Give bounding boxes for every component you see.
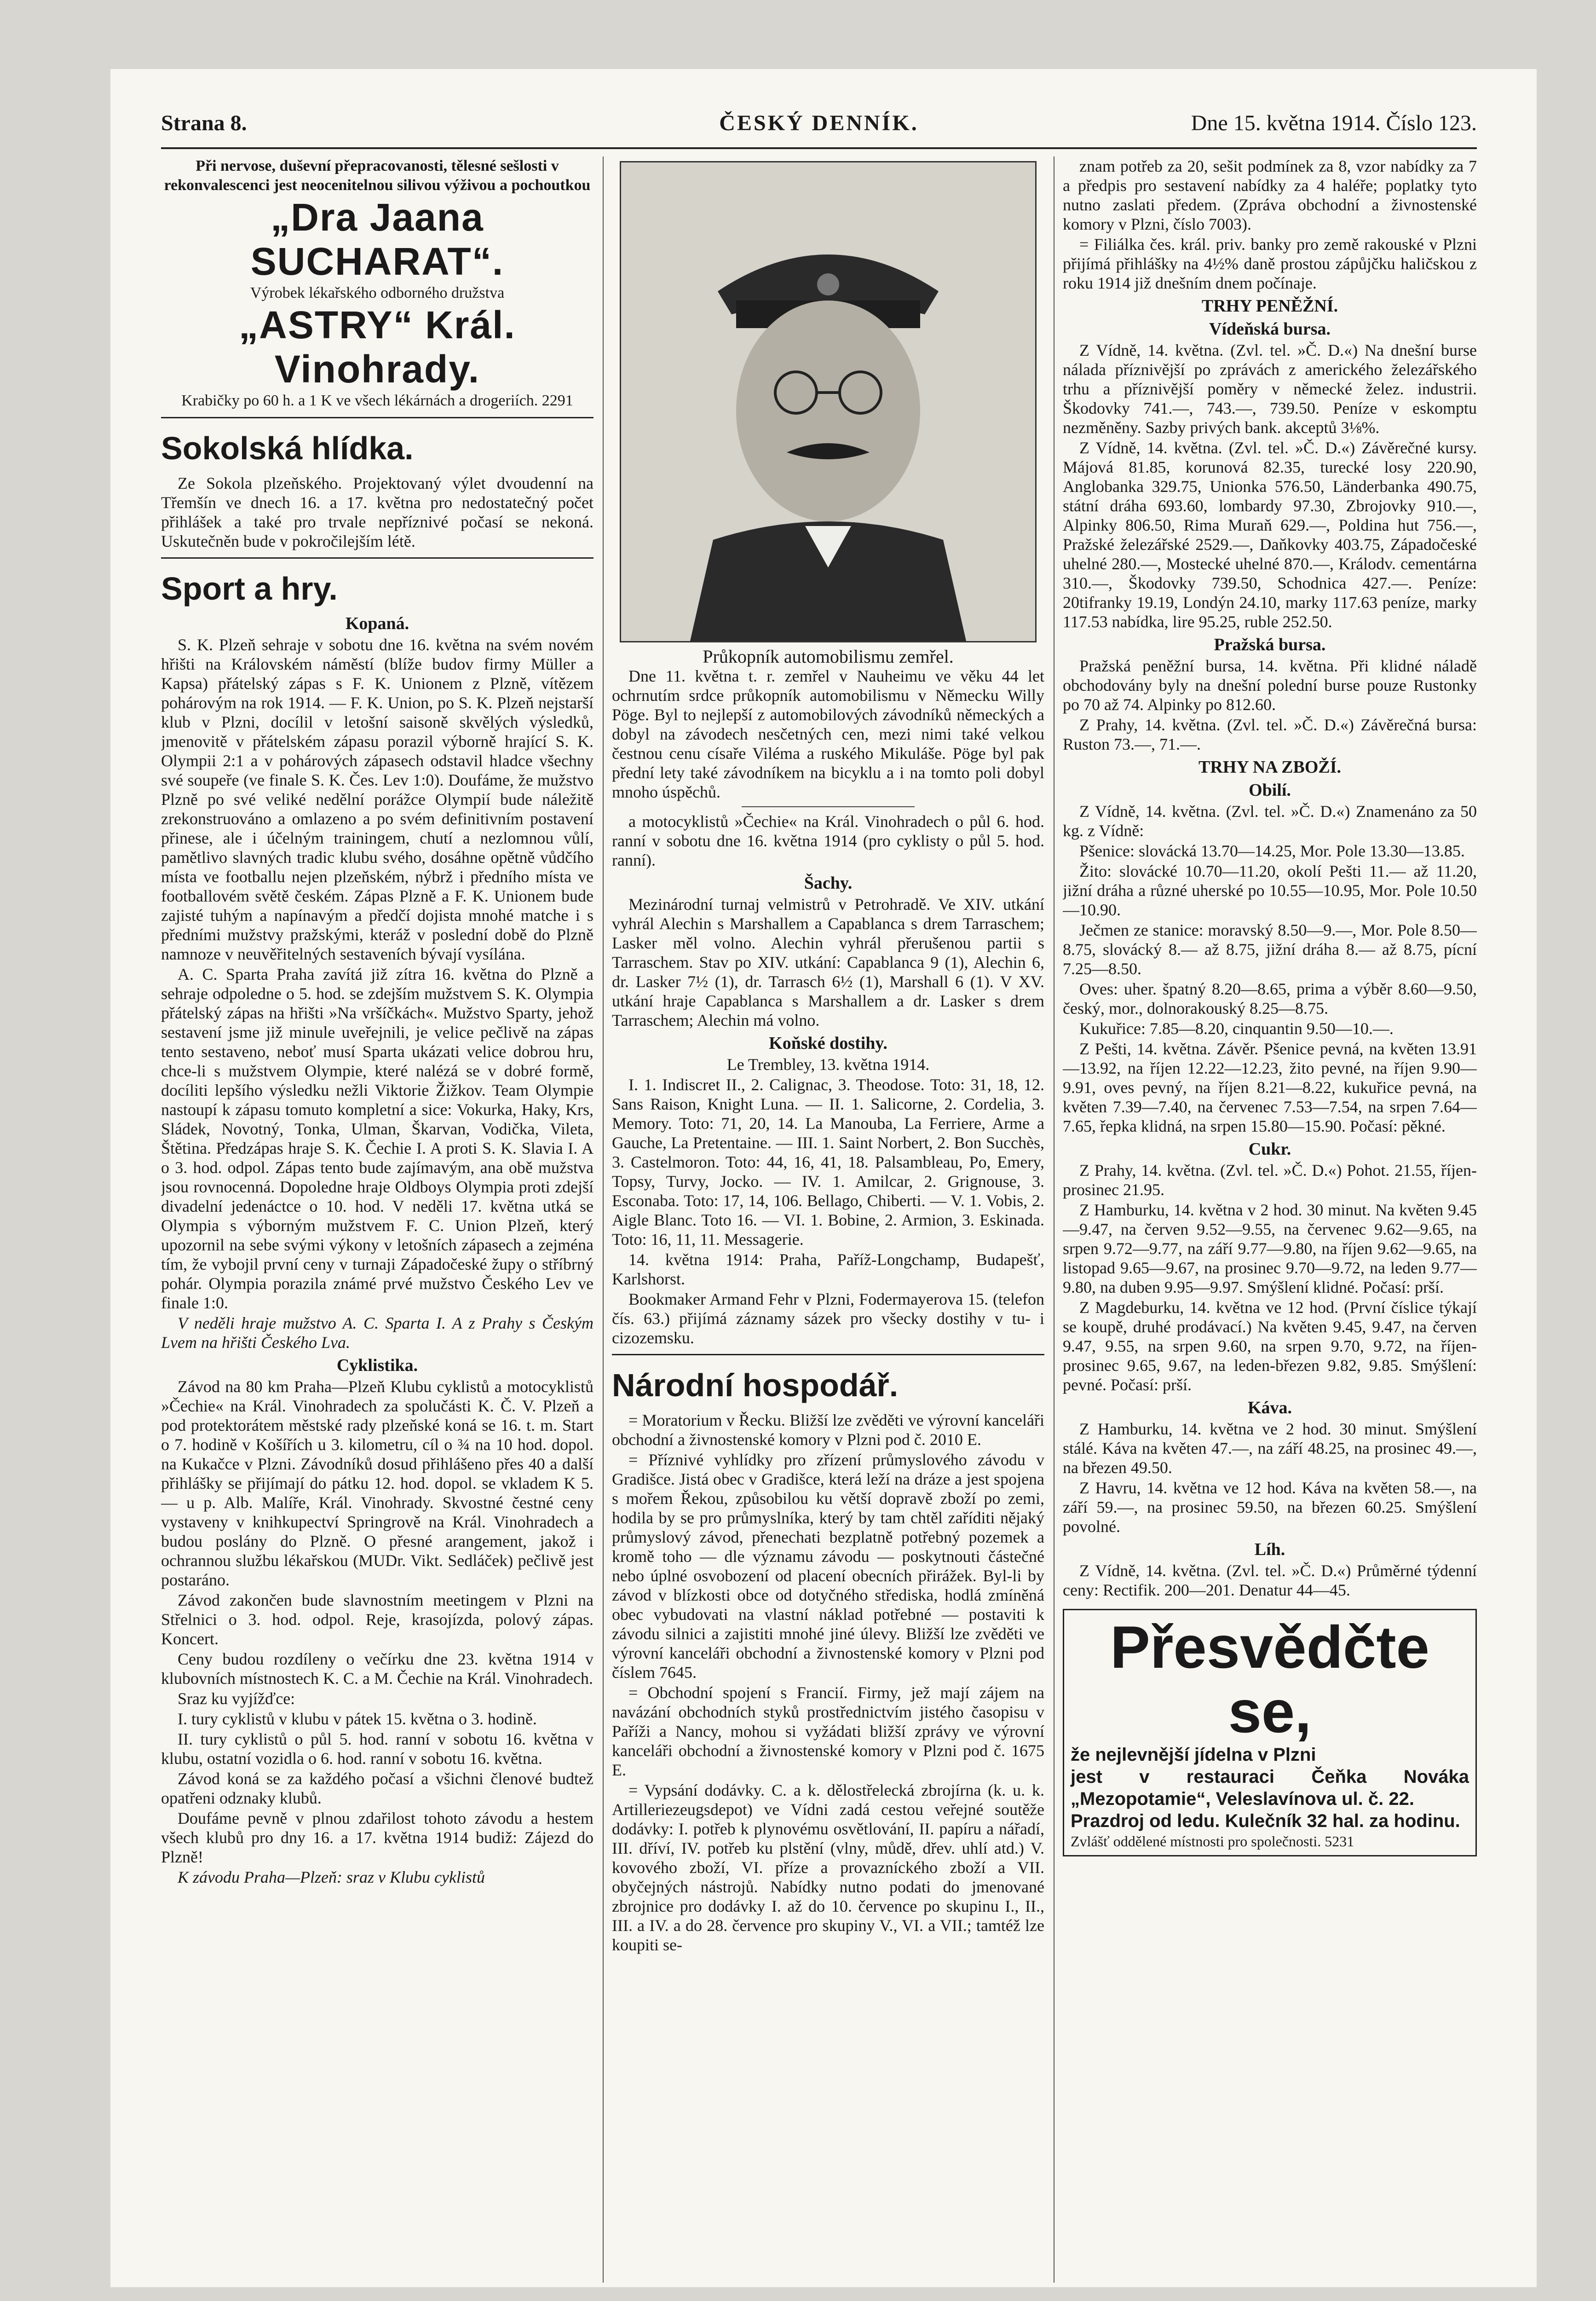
article-text: Doufáme pevně v plnou zdařilost tohoto závodu a hestem všech klubů pro dny 16. a 17. května 1914 budiž: Zájezd do Plzně!	[161, 1809, 593, 1866]
ad-line	[1071, 1832, 1469, 1850]
subheading-prazska-bursa: Pražská bursa.	[1214, 635, 1326, 654]
subheading-trhy-penezni: TRHY PENĚŽNÍ.	[1201, 296, 1338, 316]
article-text: Z Havru, 14. května ve 12 hod. Káva na květen 58.—, na září 59.—, na prosinec 59.50, na březen 60.25. Smýšlení povolné.	[1063, 1479, 1477, 1536]
advertisement-sucharat	[161, 156, 593, 410]
article-text: A. C. Sparta Praha zavítá již zítra 16. května do Plzně a sehraje odpoledne o 5. hod. se zdejším mužstvem S. K. Olympia přátelský zápas na hřišti »Na vršíčkách«. Mužstvo Sparty, jehož sestavení jsme již minule uveřejnili, je velice pečlivě na zápas tento sestaveno, neboť musí Sparta ukázati velice dobrou hru, chce-li s mužstvem Olympie, které nalézá se v dobré formě, docíliti lepšího výsledku nežli Viktorie Žižkov. Team Olympie nastoupí k zápasu tomuto kompletní a sice: Vokurka, Haky, Krs, Sládek, Novotný, Tonka, Ulman, Škarvan, Vodička, Vileta, Štětina. Předzápas hraje S. K. Čechie I. A proti S. K. Slavia I. A o 3. hod. odpol. Zápas tento bude zajímavým, ana obě mužstva jsou rovnocenná. Dopoledne hraje Oldboys Olympia proti zdejší divadelní jedenáctce o 10. hod. V neděli 17. května utká se Olympia s výborným mužstvem F. C. Union Plzeň, který upozornil na sebe svými výkony v letošních zápasech a zejména tím, že vybojil první ceny v turnaji Západočeské župy o stříbrný pohár. Olympia porazila známé prvé mužstvo Českého Lev ve finale 1:0.	[161, 965, 593, 1312]
column-1	[161, 156, 593, 2283]
article-text: Žito: slovácké 10.70—11.20, okolí Pešti 11.— až 11.20, jižní dráha a různé uherské po 10.55—10.95, Mor. Pole 10.50—10.90.	[1063, 862, 1477, 919]
subheading-dostihy: Koňské dostihy.	[769, 1034, 887, 1053]
article-text: Z Vídně, 14. května. (Zvl. tel. »Č. D.«) Závěrečné kursy. Májová 81.85, korunová 82.35, turecké losy 220.90, Anglobanka 329.75, Unionka 576.50, Länderbanka 490.75, státní dráha 693.60, lombardy 97.30, Zbrojovky 910.—, Alpinky 806.50, Rima Muraň 629.—, Poldina hut 756.—, Pražské železářské 2529.—, Daňkovky 403.75, Západočeské uhelné 280.—, Mostecké uhelné 870.—, Králodv. cementárna 310.—, Škodovky 739.50, Schodnica 427.—. Peníze: 20tifranky 19.19, Londýn 24.10, marky 117.63 peníze, marky 117.53 nabídka, lire 95.25, ruble 252.50.	[1063, 439, 1477, 631]
subheading-lih: Líh.	[1254, 1540, 1285, 1559]
divider	[612, 1354, 1044, 1355]
section-heading-sokol: Sokolská hlídka.	[161, 430, 414, 466]
page-header	[161, 101, 1477, 143]
article-text: a motocyklistů »Čechie« na Král. Vinohradech o půl 6. hod. ranní v sobotu dne 16. května 1914 (pro cyklisty o půl 5. hod. ranní).	[612, 812, 1044, 869]
subheading-kopana: Kopaná.	[345, 614, 409, 633]
article-text: Z Prahy, 14. května. (Zvl. tel. »Č. D.«) Závěrečná bursa: Ruston 73.—, 71.—.	[1063, 716, 1477, 753]
photo-caption: Průkopník automobilismu zemřel.	[703, 646, 954, 667]
subheading-videnska-bursa: Vídeňská bursa.	[1209, 319, 1331, 339]
article-text: V neděli hraje mužstvo A. C. Sparta I. A z Prahy s Českým Lvem na hřišti Českého Lva.	[161, 1314, 593, 1352]
subheading-cukr: Cukr.	[1248, 1139, 1291, 1159]
article-text: Ječmen ze stanice: moravský 8.50—9.—, Mor. Pole 8.50—8.75, slovácký 8.— až 8.75, jižní dráha 8.— až 8.75, pícní 7.25—8.50.	[1063, 921, 1477, 978]
subheading-sachy: Šachy.	[804, 873, 853, 893]
ad-headline: Přesvědčte se,	[1110, 1613, 1429, 1745]
article-text: Závod na 80 km Praha—Plzeň Klubu cyklistů a motocyklistů »Čechie« na Král. Vinohradech za spolučásti K. Č. V. Plzeň a pod protektorátem městské rady plzeňské koná se 16. t. m. Start o 7. hodině v Košířích u 3. kilometru, cíl o ¾ na 10 hod. dopol. na Kukačce v Plzni. Závodníků dosud přihlášeno přes 40 a další přihlášky se přijímají do pátku 12. hod. dopol. se vkladem K 5.— u p. Alb. Malíře, Král. Vinohrady. Skvostné čestné ceny vystaveny v knihkupectví Springrově na Král. Vinohradech a budou poslány do Plzně. O přesné arangement, jakož i ochrannou službu lékařskou (MUDr. Vikt. Sedláček) pečlivě jest postaráno.	[161, 1377, 593, 1589]
article-text: = Vypsání dodávky. C. a k. dělostřelecká zbrojírna (k. u. k. Artilleriezeugsdepot) ve Vídni zadá cestou veřejné soutěže dodávky: I. potřeb k plynovému osvětlování, II. papíru a nářadí, III. dříví, IV. potřeb ku plstění (vlny, můdě, dřev. uhlí atd.) V. kovového zboží, VI. příze a provazníckého zboží a VII. obyčejných nástrojů. Nabídky nutno podati do jmenované zbrojnice pro dodávky I. až do 10. července po skupinu I., II., III. a IV. a do 28. července pro skupiny V., VI. a VII.; tamtéž lze koupiti se-	[612, 1781, 1044, 1954]
article-text: Kukuřice: 7.85—8.20, cinquantin 9.50—10.—.	[1079, 1019, 1394, 1038]
divider	[161, 557, 593, 559]
article-text: Z Vídně, 14. května. (Zvl. tel. »Č. D.«) Znamenáno za 50 kg. z Vídně:	[1063, 802, 1477, 840]
article-text: 14. května 1914: Praha, Paříž-Longchamp, Budapešť, Karlshorst.	[612, 1250, 1044, 1288]
article-text: znam potřeb za 20, sešit podmínek za 8, vzor nabídky za 7 a předpis pro sestavení nabídky za 4 haléře; poplatky tyto nutno zaslati předem. (Zpráva obchodní a živnostenské komory v Plzni, číslo 7003).	[1063, 157, 1477, 233]
article-text: Z Magdeburku, 14. května ve 12 hod. (První číslice týkají se koupě, druhé prodávací.) Na květen 9.45, 9.47, na červen 9.47, 9.55, na srpen 9.60, na srpen 9.70, 9.72, na říjen-prosinec 9.65, 9.67, na leden-březen 9.82, 9.85. Smýšlení: pevné. Počasí: prší.	[1063, 1298, 1477, 1394]
article-text: I. tury cyklistů v klubu v pátek 15. května o 3. hodině.	[178, 1710, 537, 1728]
article-text: Le Trembley, 13. května 1914.	[726, 1055, 930, 1074]
column-divider	[603, 156, 604, 2283]
section-heading-hospodar: Národní hospodář.	[612, 1367, 899, 1403]
column-2	[612, 156, 1044, 2283]
article-text: Závod koná se za každého počasí a všichni členové budtež opatřeni odznaky klubů.	[161, 1769, 593, 1807]
ad-note: Zvlášť oddělené místnosti pro společnosti.	[1071, 1833, 1321, 1850]
article-text: Z Vídně, 14. května. (Zvl. tel. »Č. D.«) Na dnešní burse nálada příznivější po zprávách z amerického železářského trhu a příznivější poměry v německé želez. industrii. Škodovky 741.—, 743.—, 739.50. Peníze v eskomptu nezměněny. Sazby privých bank. akceptů 3⅛%.	[1063, 341, 1477, 437]
ad-code: 5231	[1325, 1833, 1354, 1850]
ad-line: že nejlevnější jídelna v Plzni	[1071, 1745, 1316, 1765]
article-text: S. K. Plzeň sehraje v sobotu dne 16. května na svém novém hřišti na Královském náměstí (blíže budov firmy Müller a Kapsa) přátelský zápas s F. K. Unionem z Plzně, vítězem pohárovým na rok 1914. — F. K. Union, po S. K. Plzeň nejstarší klub v Plzni, docílil v letošní saisoně skvělých výsledků, jmenovitě v přátelském zápasu porazil výborně hrající S. K. Olympii 2:1 a v pohárových zápasech odstavil hladce všechny své soupeře (ve finale S. K. Čes. Lev 1:0). Doufáme, že mužstvo Plzně po své veliké nedělní porážce Olympií bude náležitě zrekonstruováno a omlazeno a po svém definitivním postavení přinese, ale i účelným trainingem, chutí a nezlomnou vůlí, pamětlivo slavných tradic klubu svého, dosáhne opětně vůdčího místa ve footballu nejen plzeňském, nýbrž i předního místa ve footballovém světě českém. Zápas Plzně a F. K. Unionem bude zajisté tuhým a napínavým a předčí dojista mnohé matche i s předními mužstvy pražskými, kteráž v poslední době do Plzně namnoze v neuvěřitelných sestaveních bývají vysílána.	[161, 636, 593, 963]
article-text: Z Vídně, 14. května. (Zvl. tel. »Č. D.«) Průměrné týdenní ceny: Rectifik. 200—201. Denatur 44—45.	[1063, 1561, 1477, 1599]
subheading-trhy-zbozi: TRHY NA ZBOŽÍ.	[1198, 757, 1342, 777]
article-text: Z Prahy, 14. května. (Zvl. tel. »Č. D.«) Pohot. 21.55, říjen-prosinec 21.95.	[1063, 1161, 1477, 1199]
ad-maker: Výrobek lékařského odborného družstva	[250, 284, 505, 301]
article-text: Závod zakončen bude slavnostním meetingem v Plzni na Střelnici o 3. hod. odpol. Reje, krasojízda, polový zápas. Koncert.	[161, 1591, 593, 1648]
advertisement-restaurant	[1063, 1609, 1477, 1856]
ad-line: Prazdroj od ledu. Kulečník 32 hal. za hodinu.	[1071, 1811, 1460, 1831]
article-text: Z Hamburku, 14. května v 2 hod. 30 minut. Na květen 9.45—9.47, na červen 9.52—9.55, na červenec 9.62—9.65, na srpen 9.72—9.77, na září 9.77—9.80, na říjen 9.62—9.65, na listopad 9.65—9.67, na prosinec 9.70—9.72, na leden 9.77—9.80, na duben 9.95—9.97. Smýšlení klidné. Počasí: prší.	[1063, 1201, 1477, 1296]
portrait-photo	[620, 161, 1037, 642]
header-rule	[161, 147, 1477, 149]
article-text: Dne 11. května t. r. zemřel v Nauheimu ve věku 44 let ochrnutím srdce průkopník automobilismu v Německu Willy Pöge. Byl to nejlepší z automobilových závodníků německých a dobyl na závodech nesčetných cen, mezi nimi také velkou čestnou cenu císaře Viléma a ruského Mikuláše. Pöge byl pak přední lety také závodníkem na bicyklu a i na tomto poli dobyl mnoho úspěchů.	[612, 667, 1044, 801]
ad-code: 2291	[542, 392, 573, 409]
article-text: = Moratorium v Řecku. Bližší lze zvěděti ve výrovní kanceláři obchodní a živnostenské komory v Plzni pod č. 2010 E.	[612, 1411, 1044, 1449]
ad-price-text: Krabičky po 60 h. a 1 K ve všech lékárnách a drogeriích.	[181, 392, 538, 409]
article-text: Oves: uher. špatný 8.20—8.65, prima a výběr 8.60—9.50, český, mor., dolnorakouský 8.25—8.75.	[1063, 980, 1477, 1018]
article-text: = Příznivé vyhlídky pro zřízení průmyslového závodu v Gradišce. Jistá obec v Gradišce, která leží na dráze a jest spojena s mořem Řekou, způsobilou ku větší dopravě zboží po zemi, hodila by se pro průmyslníka, který by tam chtěl zaříditi nějaký průmyslový závod, přenechati bezplatně potřebný pozemek a kromě toho — dle významu závodu — poskytnouti částečné nebo úplné osvobození od placení obecních přirážek. Byl-li by závod v blízkosti obce od dotyčného střediska, hodlá zmíněná obec vybudovati na vlastní náklad potřebné — postaviti k závodu silnici a zajistiti mnohé jiné úlevy. Bližší lze zvěděti ve výrovní kanceláři obchodní a živnostenské komory v Plzni pod číslem 7645.	[612, 1451, 1044, 1682]
article-text: Z Hamburku, 14. května ve 2 hod. 30 minut. Smýšlení stálé. Káva na květen 47.—, na září 48.25, na prosinec 49.—, na březen 49.50.	[1063, 1420, 1477, 1477]
newspaper-page	[110, 69, 1537, 2287]
subheading-cyklistika: Cyklistika.	[336, 1356, 418, 1375]
article-text: Ceny budou rozdíleny o večírku dne 23. května 1914 v klubovních místnostech K. C. a M. Čechie na Král. Vinohradech.	[161, 1650, 593, 1688]
article-text: Pšenice: slovácká 13.70—14.25, Mor. Pole 13.30—13.85.	[1079, 842, 1465, 860]
subheading-obili: Obilí.	[1249, 780, 1291, 800]
section-heading-sport: Sport a hry.	[161, 571, 338, 607]
divider	[742, 806, 915, 807]
article-text: II. tury cyklistů o půl 5. hod. ranní v sobotu 16. května v klubu, ostatní vozidla o 6. hod. ranní v sobotu 16. května.	[161, 1730, 593, 1768]
ad-brand: „ASTRY“ Král. Vinohrady.	[239, 303, 516, 391]
divider	[161, 417, 593, 418]
ad-product: „Dra Jaana SUCHARAT“.	[250, 196, 504, 283]
article-text: I. 1. Indiscret II., 2. Calignac, 3. Theodose. Toto: 31, 18, 12. Sans Raison, Knight Luna. — II. 1. Salicorne, 2. Cordelia, 3. Memory. Toto: 71, 20, 14. La Manouba, La Ferriere, Arme a Gauche, La Pretentaine. — III. 1. Saint Norbert, 2. Bon Succhès, 3. Castelmoron. Toto: 44, 16, 41, 18. Palsambleau, Po, Emery, Topsy, Turvy, Jocko. — IV. 1. Amilcar, 2. Grignouse, 3. Esconaba. Toto: 17, 14, 106. Bellago, Chiberti. — V. 1. Vobis, 2. Aigle Blanc. Toto 16. — VI. 1. Bobine, 2. Armion, 3. Eskinada. Toto: 16, 11, 11. Messagerie.	[612, 1075, 1044, 1249]
issue-date: Dne 15. května 1914. Číslo 123.	[1191, 111, 1477, 135]
article-text: = Filiálka čes. král. priv. banky pro země rakouské v Plzni přijímá přihlášky na 4½% daně prostou zápůjčku haličskou z roku 1914 již dnešním dnem počínaje.	[1063, 235, 1477, 292]
article-text: Ze Sokola plzeňského. Projektovaný výlet dvoudenní na Třemšín ve dnech 16. a 17. května pro nedostatečný počet přihlášek a také pro trvale nepříznivé počasí se nekoná. Uskutečněn bude v pokročilejším létě.	[161, 474, 593, 550]
ad-line: jest v restauraci Čeňka Nováka „Mezopotamie“, Veleslavínova ul. č. 22.	[1071, 1767, 1469, 1809]
article-text: Bookmaker Armand Fehr v Plzni, Fodermayerova 15. (telefon čís. 63.) přijímá záznamy sázek pro všecky dostihy v tu- i cizozemsku.	[612, 1290, 1044, 1347]
article-text: Pražská peněžní bursa, 14. května. Při klidné náladě obchodovány byly na dnešní polední burse pouze Rustonky po 70 až 74. Alpinky po 812.60.	[1063, 657, 1477, 714]
ad-intro: Při nervose, duševní přepracovanosti, tělesné sešlosti v rekonvalescenci jest neocenitelnou silivou výživou a pochoutkou	[164, 157, 591, 194]
subheading-kava: Káva.	[1247, 1398, 1292, 1417]
newspaper-title: ČESKÝ DENNÍK.	[719, 111, 919, 135]
article-text: = Obchodní spojení s Francií. Firmy, jež mají zájem na navázání obchodních styků prostřednictvím jistého časopisu v Paříži a Nancy, mohou si vyžádati bližší zprávy ve výrovní kanceláři obchodní a živnostenské komory v Plzni pod č. 1675 E.	[612, 1683, 1044, 1779]
article-text: Z Pešti, 14. května. Závěr. Pšenice pevná, na květen 13.91—13.92, na říjen 12.22—12.23, žito pevné, na říjen 9.90—9.91, oves pevný, na říjen 8.21—8.22, kukuřice pevná, na květen 7.39—7.40, na červenec 7.53—7.54, na srpen 7.64—7.65, řepka klidná, na srpen 15.80—15.90. Počasí: pěkné.	[1063, 1040, 1477, 1135]
article-text: K závodu Praha—Plzeň: sraz v Klubu cyklistů	[178, 1868, 485, 1886]
column-3	[1063, 156, 1477, 2283]
article-text: Sraz ku vyjížďce:	[178, 1689, 295, 1708]
ad-price	[161, 391, 593, 410]
portrait-illustration	[621, 162, 1035, 641]
page-number: Strana 8.	[161, 111, 247, 135]
article-text: Mezinárodní turnaj velmistrů v Petrohradě. Ve XIV. utkání vyhrál Alechin s Marshallem a Capablanca s drem Tarraschem; Lasker měl volno. Alechin vyhrál přerušenou partii s Tarraschem. Stav po XIV. utkání: Capablanca 9 (1), Alechin 6, dr. Lasker 7½ (1), dr. Tarrasch 6½ (1), Marshall 6 (1). V XV. utkání hraje Capablanca s Marshallem a dr. Lasker s drem Tarraschem; Alechin má volno.	[612, 895, 1044, 1029]
